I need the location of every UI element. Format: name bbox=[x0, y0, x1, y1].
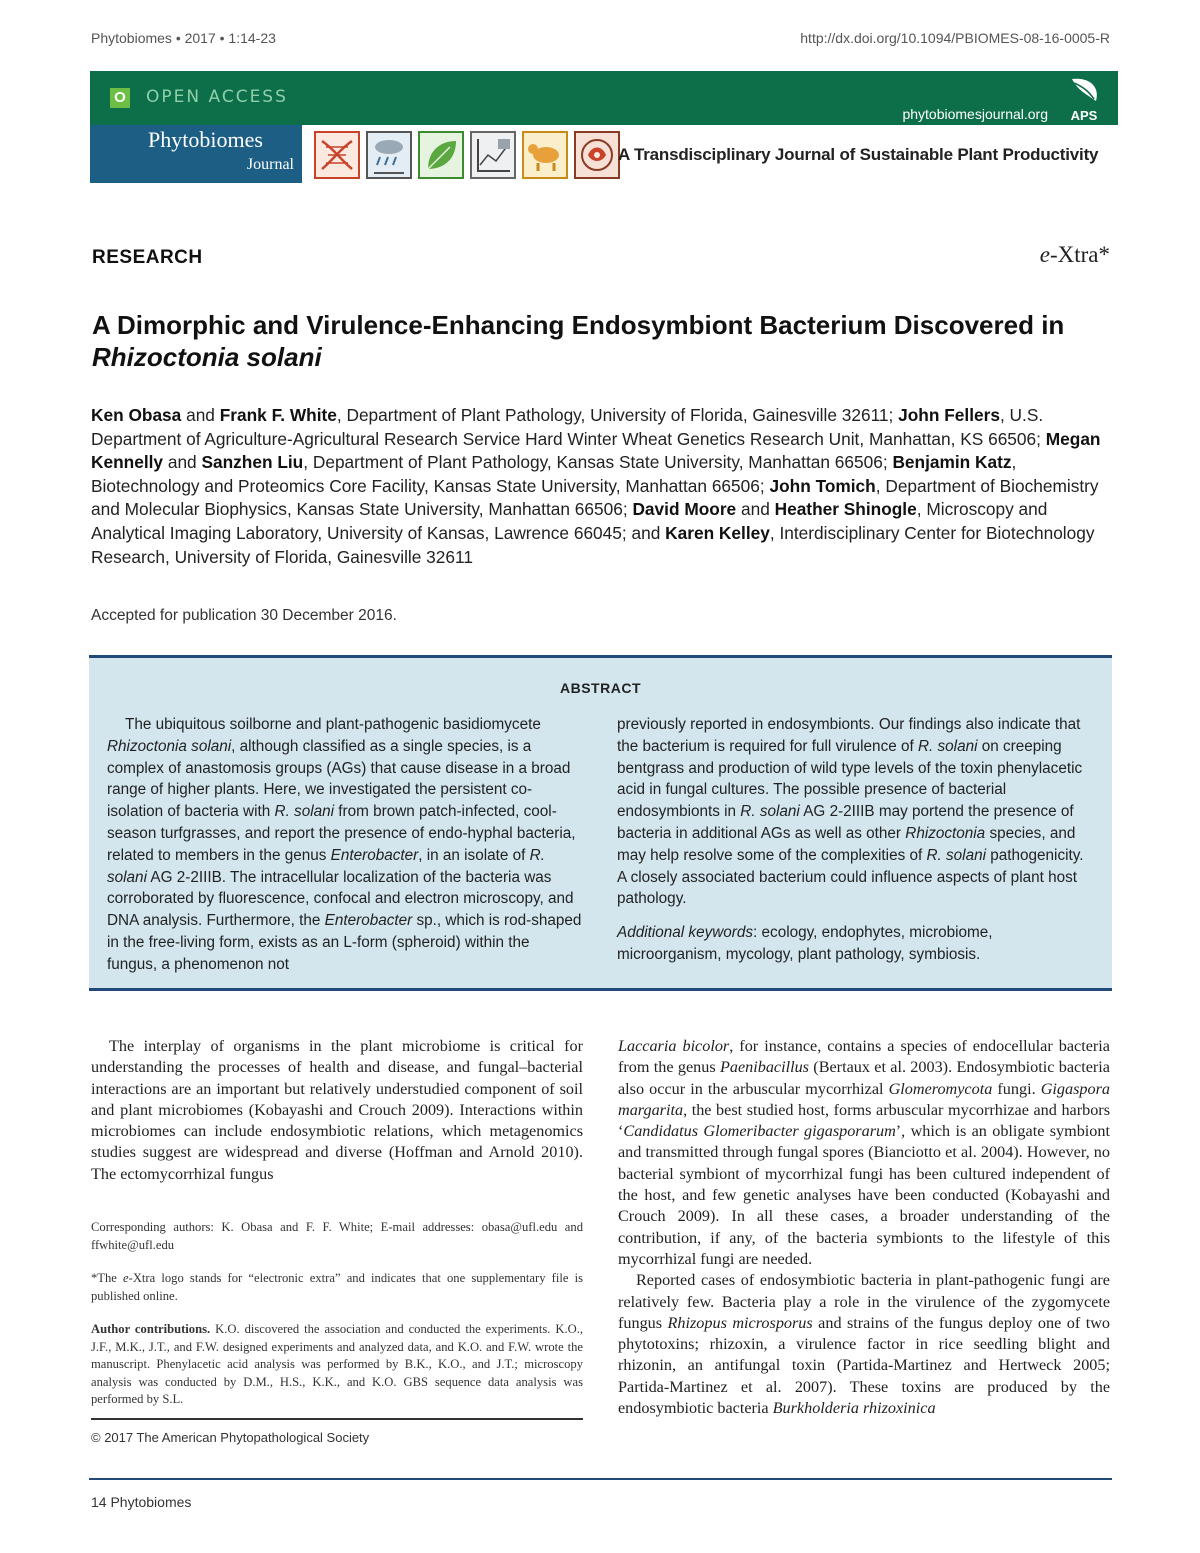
extra-fn-e: e bbox=[123, 1271, 129, 1285]
italic-term: R. solani bbox=[926, 846, 986, 864]
journal-logo-block bbox=[90, 125, 302, 183]
title-main: A Dimorphic and Virulence-Enhancing Endosymbiont Bacterium Discovered in bbox=[92, 310, 1065, 340]
intro-paragraph bbox=[91, 1036, 583, 1185]
abstract-left-column bbox=[107, 714, 582, 976]
copyright: © 2017 The American Phytopathological Society bbox=[91, 1430, 370, 1445]
text-run: AG 2-2IIIB. The intracellular localization of the bacteria was corroborated by fluorescence, confocal and electron microscopy, and DNA analysis. Furthermore, the bbox=[107, 868, 574, 930]
abstract-left-text bbox=[107, 714, 582, 976]
weather-icon bbox=[366, 131, 412, 179]
accepted-date: Accepted for publication 30 December 2016. bbox=[91, 607, 397, 624]
extra-badge[interactable] bbox=[1040, 242, 1110, 268]
italic-term: Burkholderia rhizoxinica bbox=[772, 1399, 936, 1418]
keywords-label: Additional keywords bbox=[617, 924, 754, 942]
text-run: ’, which is an obligate symbiont and transmitted through fungal spores (Bianciotto et al. 2004). However, no bacterial symbiont of mycorrhizal fungi has been cultured independent of the host, and few genetic analyses have been conducted (Kobayashi and Crouch 2009). In all these cases, a broader understanding of the contribution, if any, of the bacteria symbionts to the lifestyle of this mycorrhizal fungi are needed. bbox=[618, 1122, 1110, 1268]
author-affiliation: , Microscopy and Analytical Imaging Laboratory, University of Kansas, Lawrence 66045; bbox=[91, 499, 1048, 543]
italic-term: Enterobacter bbox=[324, 912, 413, 930]
italic-term: Candidatus Glomeribacter gigasporarum bbox=[623, 1122, 896, 1141]
author-name: Karen Kelley bbox=[665, 522, 770, 543]
footnote-rule bbox=[91, 1418, 583, 1420]
dna-icon bbox=[314, 131, 360, 179]
author-name: John Tomich bbox=[769, 475, 876, 496]
body-left-column bbox=[91, 1036, 583, 1185]
open-access-icon: O bbox=[110, 88, 130, 108]
journal-subname: Journal bbox=[246, 156, 294, 173]
text-run: , the best studied host, forms arbuscular mycorrhizae and harbors ‘ bbox=[618, 1100, 1110, 1141]
journal-url[interactable]: phytobiomesjournal.org bbox=[902, 106, 1048, 122]
extra-e: e- bbox=[1039, 242, 1058, 267]
aps-logo-text: APS bbox=[1070, 108, 1098, 123]
italic-term: Rhizoctonia bbox=[905, 824, 986, 842]
author-name: Heather Shinogle bbox=[774, 499, 917, 520]
title-italic: Rhizoctonia solani bbox=[92, 342, 322, 372]
extra-tra: tra* bbox=[1074, 242, 1110, 267]
extra-fn-post: -Xtra logo stands for “electronic extra” and indicates that one supplementary file is published online. bbox=[91, 1271, 583, 1303]
extra-x: X bbox=[1057, 242, 1075, 267]
abstract-box bbox=[89, 655, 1112, 991]
author-name: David Moore bbox=[632, 499, 737, 520]
text-run: sp., which is rod-shaped in the free-living form, exists as an L-form (spheroid) within the fungus, a phenomenon not bbox=[107, 912, 582, 973]
journal-banner bbox=[90, 71, 1118, 183]
abstract-right-column bbox=[617, 714, 1095, 966]
author-affiliation: , Interdisciplinary Center for Biotechnology Research, University of Florida, Gainesville 32611 bbox=[91, 522, 1095, 567]
text-run: (Bertaux et al. 2003). Endosymbiotic bacteria also occur in the arbuscular mycorrhizal bbox=[618, 1058, 1110, 1098]
leaf-icon bbox=[418, 131, 464, 179]
italic-term: R. solani bbox=[740, 803, 800, 821]
banner-icon-row bbox=[314, 131, 620, 179]
author-name: Megan Kennelly bbox=[91, 428, 1101, 473]
text-run: , in an isolate of bbox=[418, 846, 530, 864]
author-affiliation: , Department of Biochemistry and Molecular Biophysics, Kansas State University, Manhattan 66506; bbox=[91, 475, 1099, 520]
microbe-icon bbox=[574, 131, 620, 179]
text-run: from brown patch-infected, cool-season turfgrasses, and report the presence of endo-hyphal bacteria, related to members in the genus bbox=[107, 803, 576, 864]
text-run: pathogenicity. A closely associated bacterium could influence aspects of plant host pathology. bbox=[617, 846, 1084, 908]
journal-tagline: A Transdisciplinary Journal of Sustainable Plant Productivity bbox=[618, 145, 1099, 164]
body-paragraph-2 bbox=[618, 1270, 1110, 1419]
author-affiliation: , Department of Plant Pathology, University of Florida, Gainesville 32611; bbox=[336, 405, 899, 425]
keywords-list: : ecology, endophytes, microbiome, microorganism, mycology, plant pathology, symbiosis. bbox=[617, 924, 993, 963]
contributions-text: K.O. discovered the association and conducted the experiments. K.O., J.F., M.K., J.T., and F.W. designed experiments and analyzed data, and K.O. and F.W. wrote the manuscript. Phenylacetic acid analysis was performed by B.K., K.O., and J.T.; microscopy analysis was conducted by D.M., H.S., K.K., and K.O. GBS sequence data analysis was performed by S.L. bbox=[91, 1322, 583, 1406]
contributions-label: Author contributions. bbox=[91, 1322, 211, 1336]
page-footer: 14 Phytobiomes bbox=[91, 1494, 192, 1510]
text-run: fungi. bbox=[992, 1079, 1041, 1098]
extra-fn-pre: *The bbox=[91, 1271, 124, 1285]
italic-term: Rhizopus microsporus bbox=[667, 1313, 813, 1332]
author-list: Ken Obasa and Frank F. White, Department of Plant Pathology, University of Florida, Gainesville 32611; John Fellers, U.S. Department of Agriculture-Agricultural Research Service Hard Winter Wheat Genetics Research Unit, Manhattan, KS 66506; Megan Kennelly and Sanzhen Liu, Department of Plant Pathology, Kansas State University, Manhattan 66506; Benjamin Katz, Biotechnology and Proteomics Core Facility, Kansas State University, Manhattan 66506; John Tomich, Department of Biochemistry and Molecular Biophysics, Kansas State University, Manhattan 66506; David Moore and Heather Shinogle, Microscopy and Analytical Imaging Laboratory, University of Kansas, Lawrence 66045; and Karen Kelley, Interdisciplinary Center for Biotechnology Research, University of Florida, Gainesville 32611 bbox=[91, 405, 1101, 567]
text-run: on creeping bentgrass and production of wild type levels of the toxin phenylacetic acid in fungal cultures. The possible presence of bacterial endosymbionts in bbox=[617, 737, 1083, 821]
italic-term: R. solani bbox=[274, 803, 335, 821]
text-run: and strains of the fungus deploy one of two phytotoxins; rhizoxin, a virulence factor in rice seedling blight and rhizonin, an antifungal toxin (Partida-Martinez and Hertweck 2005; Partida-Martinez et al. 2007). These toxins are produced by the endosymbiotic bacteria bbox=[618, 1313, 1110, 1418]
banner-top-bar bbox=[90, 71, 1118, 125]
data-chart-icon bbox=[470, 131, 516, 179]
author-affiliation: , Biotechnology and Proteomics Core Facility, Kansas State University, Manhattan 66506; bbox=[91, 452, 1017, 496]
text-run: , for instance, contains a species of endocellular bacteria from the genus bbox=[618, 1037, 1110, 1077]
text-run: The interplay of organisms in the plant microbiome is critical for understanding the processes of health and disease, and fungal–bacterial interactions are an important but relatively understudied component of soil and plant microbiomes (Kobayashi and Crouch 2009). Interactions within microbiomes can include endosymbiotic relations, which metagenomics studies suggest are widespread and diverse (Hoffman and Arnold 2010). The ectomycorrhizal fungus bbox=[91, 1037, 583, 1183]
corresponding-footnote: Corresponding authors: K. Obasa and F. F. White; E-mail addresses: obasa@ufl.edu and ffwhite@ufl.edu bbox=[91, 1220, 583, 1252]
text-run: The ubiquitous soilborne and plant-pathogenic basidiomycete bbox=[125, 716, 541, 733]
footer-rule bbox=[89, 1478, 1112, 1480]
body-right-column bbox=[618, 1036, 1110, 1419]
italic-term: R. solani bbox=[917, 737, 978, 755]
author-name: John Fellers bbox=[898, 405, 1000, 425]
text-run: , although classified as a single species, is a complex of anastomosis groups (AGs) that cause disease in a broad range of higher plants. Here, we investigated the persistent co-isolation of bacteria with bbox=[107, 737, 571, 821]
author-name: Frank F. White bbox=[219, 405, 337, 425]
aps-logo-icon bbox=[1060, 75, 1108, 125]
author-affiliation: , Department of Plant Pathology, Kansas State University, Manhattan 66506; bbox=[303, 452, 893, 473]
journal-reference: Phytobiomes • 2017 • 1:14-23 bbox=[91, 30, 276, 46]
text-run: previously reported in endosymbionts. Our findings also indicate that the bacterium is required for full virulence of bbox=[617, 716, 1081, 755]
livestock-icon bbox=[522, 131, 568, 179]
journal-name: Phytobiomes bbox=[148, 127, 263, 152]
italic-term: Laccaria bicolor bbox=[618, 1037, 730, 1055]
abstract-heading: ABSTRACT bbox=[560, 680, 641, 696]
doi-link[interactable]: http://dx.doi.org/10.1094/PBIOMES-08-16-0005-R bbox=[800, 30, 1110, 46]
contributions-footnote bbox=[91, 1321, 583, 1409]
text-run: AG 2-2IIIB may portend the presence of bacteria in additional AGs as well as other bbox=[617, 803, 1074, 842]
keywords bbox=[617, 922, 1095, 966]
author-name: Benjamin Katz bbox=[892, 452, 1012, 473]
italic-term: R. solani bbox=[107, 846, 545, 886]
body-paragraph-1 bbox=[618, 1036, 1110, 1270]
abstract-right-text bbox=[617, 714, 1095, 910]
author-name: Sanzhen Liu bbox=[201, 452, 304, 473]
extra-footnote bbox=[91, 1270, 583, 1305]
author-name: Ken Obasa bbox=[91, 405, 182, 425]
author-affiliation: , U.S. Department of Agriculture-Agricultural Research Service Hard Winter Wheat Genetics Research Unit, Manhattan, KS 66506; bbox=[91, 405, 1046, 449]
text-run: species, and may help resolve some of the complexities of bbox=[617, 824, 1076, 864]
italic-term: Paenibacillus bbox=[719, 1058, 809, 1077]
article-title bbox=[92, 309, 1112, 373]
section-label: RESEARCH bbox=[92, 247, 203, 268]
open-access-label: OPEN ACCESS bbox=[146, 87, 288, 107]
text-run: Reported cases of endosymbiotic bacteria in plant-pathogenic fungi are relatively few. Bacteria play a role in the virulence of the zygomycete fungus bbox=[618, 1271, 1110, 1332]
italic-term: Enterobacter bbox=[330, 846, 419, 864]
italic-term: Glomeromycota bbox=[888, 1079, 993, 1098]
italic-term: Gigaspora margarita bbox=[618, 1079, 1110, 1119]
italic-term: Rhizoctonia solani bbox=[107, 737, 232, 755]
